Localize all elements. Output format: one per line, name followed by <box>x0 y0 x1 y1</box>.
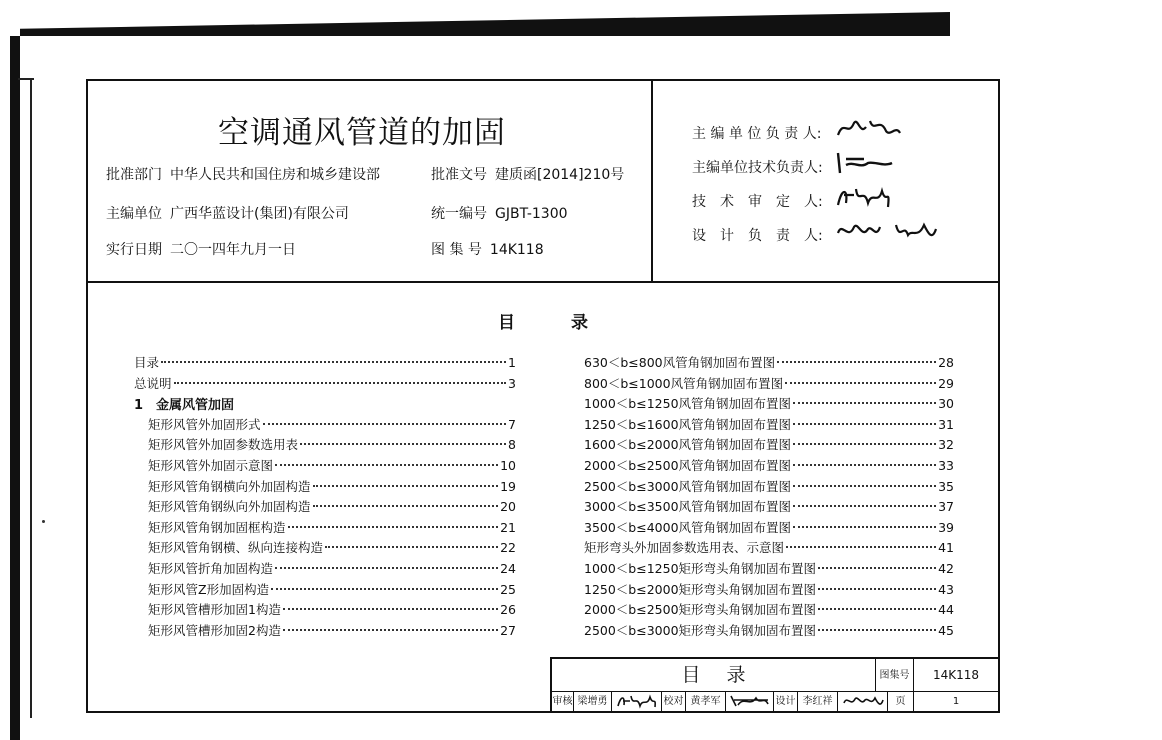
toc-entry-title: 矩形风管Z形加固构造 <box>148 581 270 597</box>
approval-no <box>431 164 624 184</box>
editor-unit-label: 主编单位 <box>106 206 162 222</box>
unified-no-label: 统一编号 <box>431 206 487 222</box>
toc-leader-dots <box>793 423 936 425</box>
toc-entry-title: 矩形风管角钢纵向外加固构造 <box>148 499 311 515</box>
toc-entry-title: 2000＜b≤2500风管角钢加固布置图 <box>584 457 792 473</box>
signatory-row <box>692 157 832 177</box>
toc-entry-page: 37 <box>938 499 954 515</box>
toc-entry-title: 矩形风管槽形加固1构造 <box>148 602 281 618</box>
toc-entry[interactable] <box>584 456 954 477</box>
toc-leader-dots <box>818 608 936 610</box>
handwritten-signature <box>834 147 904 177</box>
toc-entry-title: 矩形风管外加固参数选用表 <box>148 437 299 453</box>
signatory-label: 主 编 单 位 负 责 人: <box>692 126 822 142</box>
toc-entry[interactable] <box>584 580 954 601</box>
scan-edge-top <box>20 12 950 36</box>
toc-entry-page: 20 <box>500 499 516 515</box>
toc-entry-title: 矩形风管角钢加固框构造 <box>148 519 286 535</box>
toc-entry[interactable] <box>134 580 516 601</box>
handwritten-signature <box>728 692 772 709</box>
toc-leader-dots <box>174 382 507 384</box>
toc-entry-title: 总说明 <box>134 375 172 391</box>
toc-entry[interactable] <box>584 415 954 436</box>
toc-entry-page: 25 <box>500 581 516 597</box>
toc-title <box>498 308 588 333</box>
toc-entry[interactable] <box>134 518 516 539</box>
toc-leader-dots <box>161 361 506 363</box>
toc-entry-title: 矩形风管折角加固构造 <box>148 560 274 576</box>
design-name: 李红祥 <box>798 692 838 711</box>
toc-entry[interactable] <box>134 600 516 621</box>
review-signature <box>612 692 662 711</box>
toc-entry[interactable] <box>134 559 516 580</box>
atlas-no-label: 图 集 号 <box>431 242 482 258</box>
toc-leader-dots <box>275 464 498 466</box>
toc-entry-page: 1 <box>508 355 516 370</box>
unified-no <box>431 203 568 223</box>
toc-entry-page: 33 <box>938 457 954 473</box>
toc-section-heading[interactable] <box>134 394 516 415</box>
approval-dept-label: 批准部门 <box>106 167 162 183</box>
effective-date <box>106 239 296 259</box>
toc-entry-page: 39 <box>938 519 954 535</box>
toc-entry[interactable] <box>584 600 954 621</box>
toc-entry-title: 1600＜b≤2000风管角钢加固布置图 <box>584 437 792 453</box>
design-signature <box>838 692 888 711</box>
toc-entry-title: 矩形风管槽形加固2构造 <box>148 622 281 638</box>
toc-entry-page: 42 <box>938 560 954 576</box>
toc-entry[interactable] <box>134 621 516 642</box>
toc-entry-page: 45 <box>938 622 954 638</box>
toc-entry[interactable] <box>584 374 954 395</box>
toc-entry-title: 2000＜b≤2500矩形弯头角钢加固布置图 <box>584 602 817 618</box>
toc-entry-title: 1250＜b≤1600风管角钢加固布置图 <box>584 416 792 432</box>
toc-entry-page: 21 <box>500 519 516 535</box>
toc-entry-page: 30 <box>938 396 954 412</box>
toc-leader-dots <box>283 629 498 631</box>
toc-leader-dots <box>300 443 506 445</box>
toc-leader-dots <box>325 546 498 548</box>
toc-entry[interactable] <box>584 559 954 580</box>
toc-leader-dots <box>793 485 936 487</box>
toc-leader-dots <box>793 505 936 507</box>
toc-entry[interactable] <box>134 415 516 436</box>
toc-entry-title: 2500＜b≤3000矩形弯头角钢加固布置图 <box>584 622 817 638</box>
toc-leader-dots <box>275 567 498 569</box>
toc-entry-page: 35 <box>938 478 954 494</box>
toc-entry-page: 44 <box>938 602 954 618</box>
toc-entry-title: 2500＜b≤3000风管角钢加固布置图 <box>584 478 792 494</box>
toc-entry[interactable] <box>134 353 516 374</box>
toc-title-char: 录 <box>571 313 588 333</box>
toc-leader-dots <box>793 402 936 404</box>
unified-no-value: GJBT-1300 <box>495 206 568 222</box>
approval-dept <box>106 164 380 184</box>
review-label: 审核 <box>552 692 574 711</box>
scan-edge-left <box>10 36 20 740</box>
title-block <box>550 657 998 711</box>
toc-left-column <box>134 353 516 641</box>
scan-edge-line <box>30 78 32 718</box>
handwritten-signature <box>615 692 659 709</box>
handwritten-signature <box>834 113 904 143</box>
toc-leader-dots <box>313 485 499 487</box>
toc-entry-page: 22 <box>500 540 516 556</box>
atlas-no <box>431 239 544 259</box>
toc-entry[interactable] <box>134 435 516 456</box>
toc-entry-page: 27 <box>500 622 516 638</box>
title-block-title-char: 目 <box>681 664 701 686</box>
toc-entry-page: 41 <box>938 540 954 556</box>
toc-entry[interactable] <box>584 497 954 518</box>
effective-date-label: 实行日期 <box>106 242 162 258</box>
toc-leader-dots <box>818 567 936 569</box>
toc-entry-page: 43 <box>938 581 954 597</box>
toc-entry-page: 7 <box>508 416 516 432</box>
signatory-row <box>692 225 832 245</box>
signatory-label: 设 计 负 责 人: <box>692 228 823 244</box>
toc-entry-title: 矩形弯头外加固参数选用表、示意图 <box>584 540 785 556</box>
toc-entry-page: 3 <box>508 375 516 391</box>
toc-entry-title: 矩形风管角钢横向外加固构造 <box>148 478 311 494</box>
header-divider <box>651 81 653 281</box>
title-block-title <box>552 659 876 692</box>
toc-entry-page: 29 <box>938 375 954 391</box>
editor-unit <box>106 203 349 223</box>
atlas-no-value: 14K118 <box>489 242 544 258</box>
toc-leader-dots <box>283 608 498 610</box>
toc-leader-dots <box>793 443 936 445</box>
page-label: 页 <box>888 692 914 711</box>
toc-entry-page: 10 <box>500 457 516 473</box>
toc-leader-dots <box>313 505 499 507</box>
toc-entry-title: 目录 <box>134 355 160 370</box>
toc-leader-dots <box>777 361 936 363</box>
toc-entry[interactable] <box>584 518 954 539</box>
toc-entry-page: 31 <box>938 416 954 432</box>
toc-leader-dots <box>271 588 498 590</box>
approval-dept-value: 中华人民共和国住房和城乡建设部 <box>170 167 380 183</box>
toc-entry-title: 1 金属风管加固 <box>134 398 235 414</box>
toc-entry-page: 26 <box>500 602 516 618</box>
toc-leader-dots <box>793 464 936 466</box>
check-label: 校对 <box>662 692 686 711</box>
toc-entry[interactable] <box>134 456 516 477</box>
toc-title-char: 目 <box>498 313 515 333</box>
toc-entry[interactable] <box>584 435 954 456</box>
signatory-row <box>692 123 832 143</box>
toc-entry-title: 1000＜b≤1250矩形弯头角钢加固布置图 <box>584 560 817 576</box>
check-name: 黄孝军 <box>686 692 726 711</box>
handwritten-signature <box>834 181 904 211</box>
review-name: 梁增勇 <box>574 692 612 711</box>
toc-right-column <box>584 353 954 641</box>
toc-entry[interactable] <box>584 621 954 642</box>
toc-entry[interactable] <box>134 538 516 559</box>
toc-entry[interactable] <box>584 538 954 559</box>
toc-entry-page: 8 <box>508 437 516 453</box>
toc-entry-title: 630＜b≤800风管角钢加固布置图 <box>584 355 776 370</box>
toc-entry[interactable] <box>584 477 954 498</box>
signatory-label: 主编单位技术负责人: <box>692 160 823 176</box>
toc-entry-page: 24 <box>500 560 516 576</box>
toc-entry-page: 28 <box>938 355 954 370</box>
atlas-title: 空调通风管道的加固 <box>218 115 506 151</box>
toc-entry-page: 32 <box>938 437 954 453</box>
toc-entry[interactable] <box>584 353 954 374</box>
toc-leader-dots <box>818 629 936 631</box>
toc-leader-dots <box>263 423 507 425</box>
toc-leader-dots <box>288 526 499 528</box>
title-block-atlas-label: 图集号 <box>876 659 914 692</box>
editor-unit-value: 广西华蓝设计(集团)有限公司 <box>170 206 349 222</box>
toc-entry[interactable] <box>584 394 954 415</box>
toc-entry-title: 矩形风管外加固形式 <box>148 416 261 432</box>
toc-entry-page: 19 <box>500 478 516 494</box>
signatory-row <box>692 191 832 211</box>
design-label: 设计 <box>774 692 798 711</box>
scan-speck <box>42 520 45 523</box>
approval-no-value: 建质函[2014]210号 <box>495 167 625 183</box>
toc-leader-dots <box>785 382 936 384</box>
title-block-signoff-row <box>552 692 998 711</box>
toc-entry-title: 3500＜b≤4000风管角钢加固布置图 <box>584 519 792 535</box>
toc-leader-dots <box>793 526 936 528</box>
toc-entry-title: 800＜b≤1000风管角钢加固布置图 <box>584 375 784 391</box>
effective-date-value: 二〇一四年九月一日 <box>170 242 296 258</box>
title-block-title-char: 录 <box>726 664 746 686</box>
header-block <box>88 81 998 283</box>
toc-entry[interactable] <box>134 374 516 395</box>
toc-entry-title: 1000＜b≤1250风管角钢加固布置图 <box>584 396 792 412</box>
toc-leader-dots <box>818 588 936 590</box>
check-signature <box>726 692 774 711</box>
approval-no-label: 批准文号 <box>431 167 487 183</box>
signatory-label: 技 术 审 定 人: <box>692 194 823 210</box>
handwritten-signature <box>841 692 885 709</box>
toc-entry-title: 3000＜b≤3500风管角钢加固布置图 <box>584 499 792 515</box>
toc-entry-title: 1250＜b≤2000矩形弯头角钢加固布置图 <box>584 581 817 597</box>
toc-entry[interactable] <box>134 497 516 518</box>
toc-leader-dots <box>786 546 936 548</box>
page-value: 1 <box>952 696 960 707</box>
toc-entry[interactable] <box>134 477 516 498</box>
toc-entry-title: 矩形风管外加固示意图 <box>148 457 274 473</box>
handwritten-signature <box>834 215 944 245</box>
title-block-atlas-value: 14K118 <box>914 659 998 692</box>
drawing-sheet <box>86 79 1000 713</box>
toc-entry-title: 矩形风管角钢横、纵向连接构造 <box>148 540 324 556</box>
